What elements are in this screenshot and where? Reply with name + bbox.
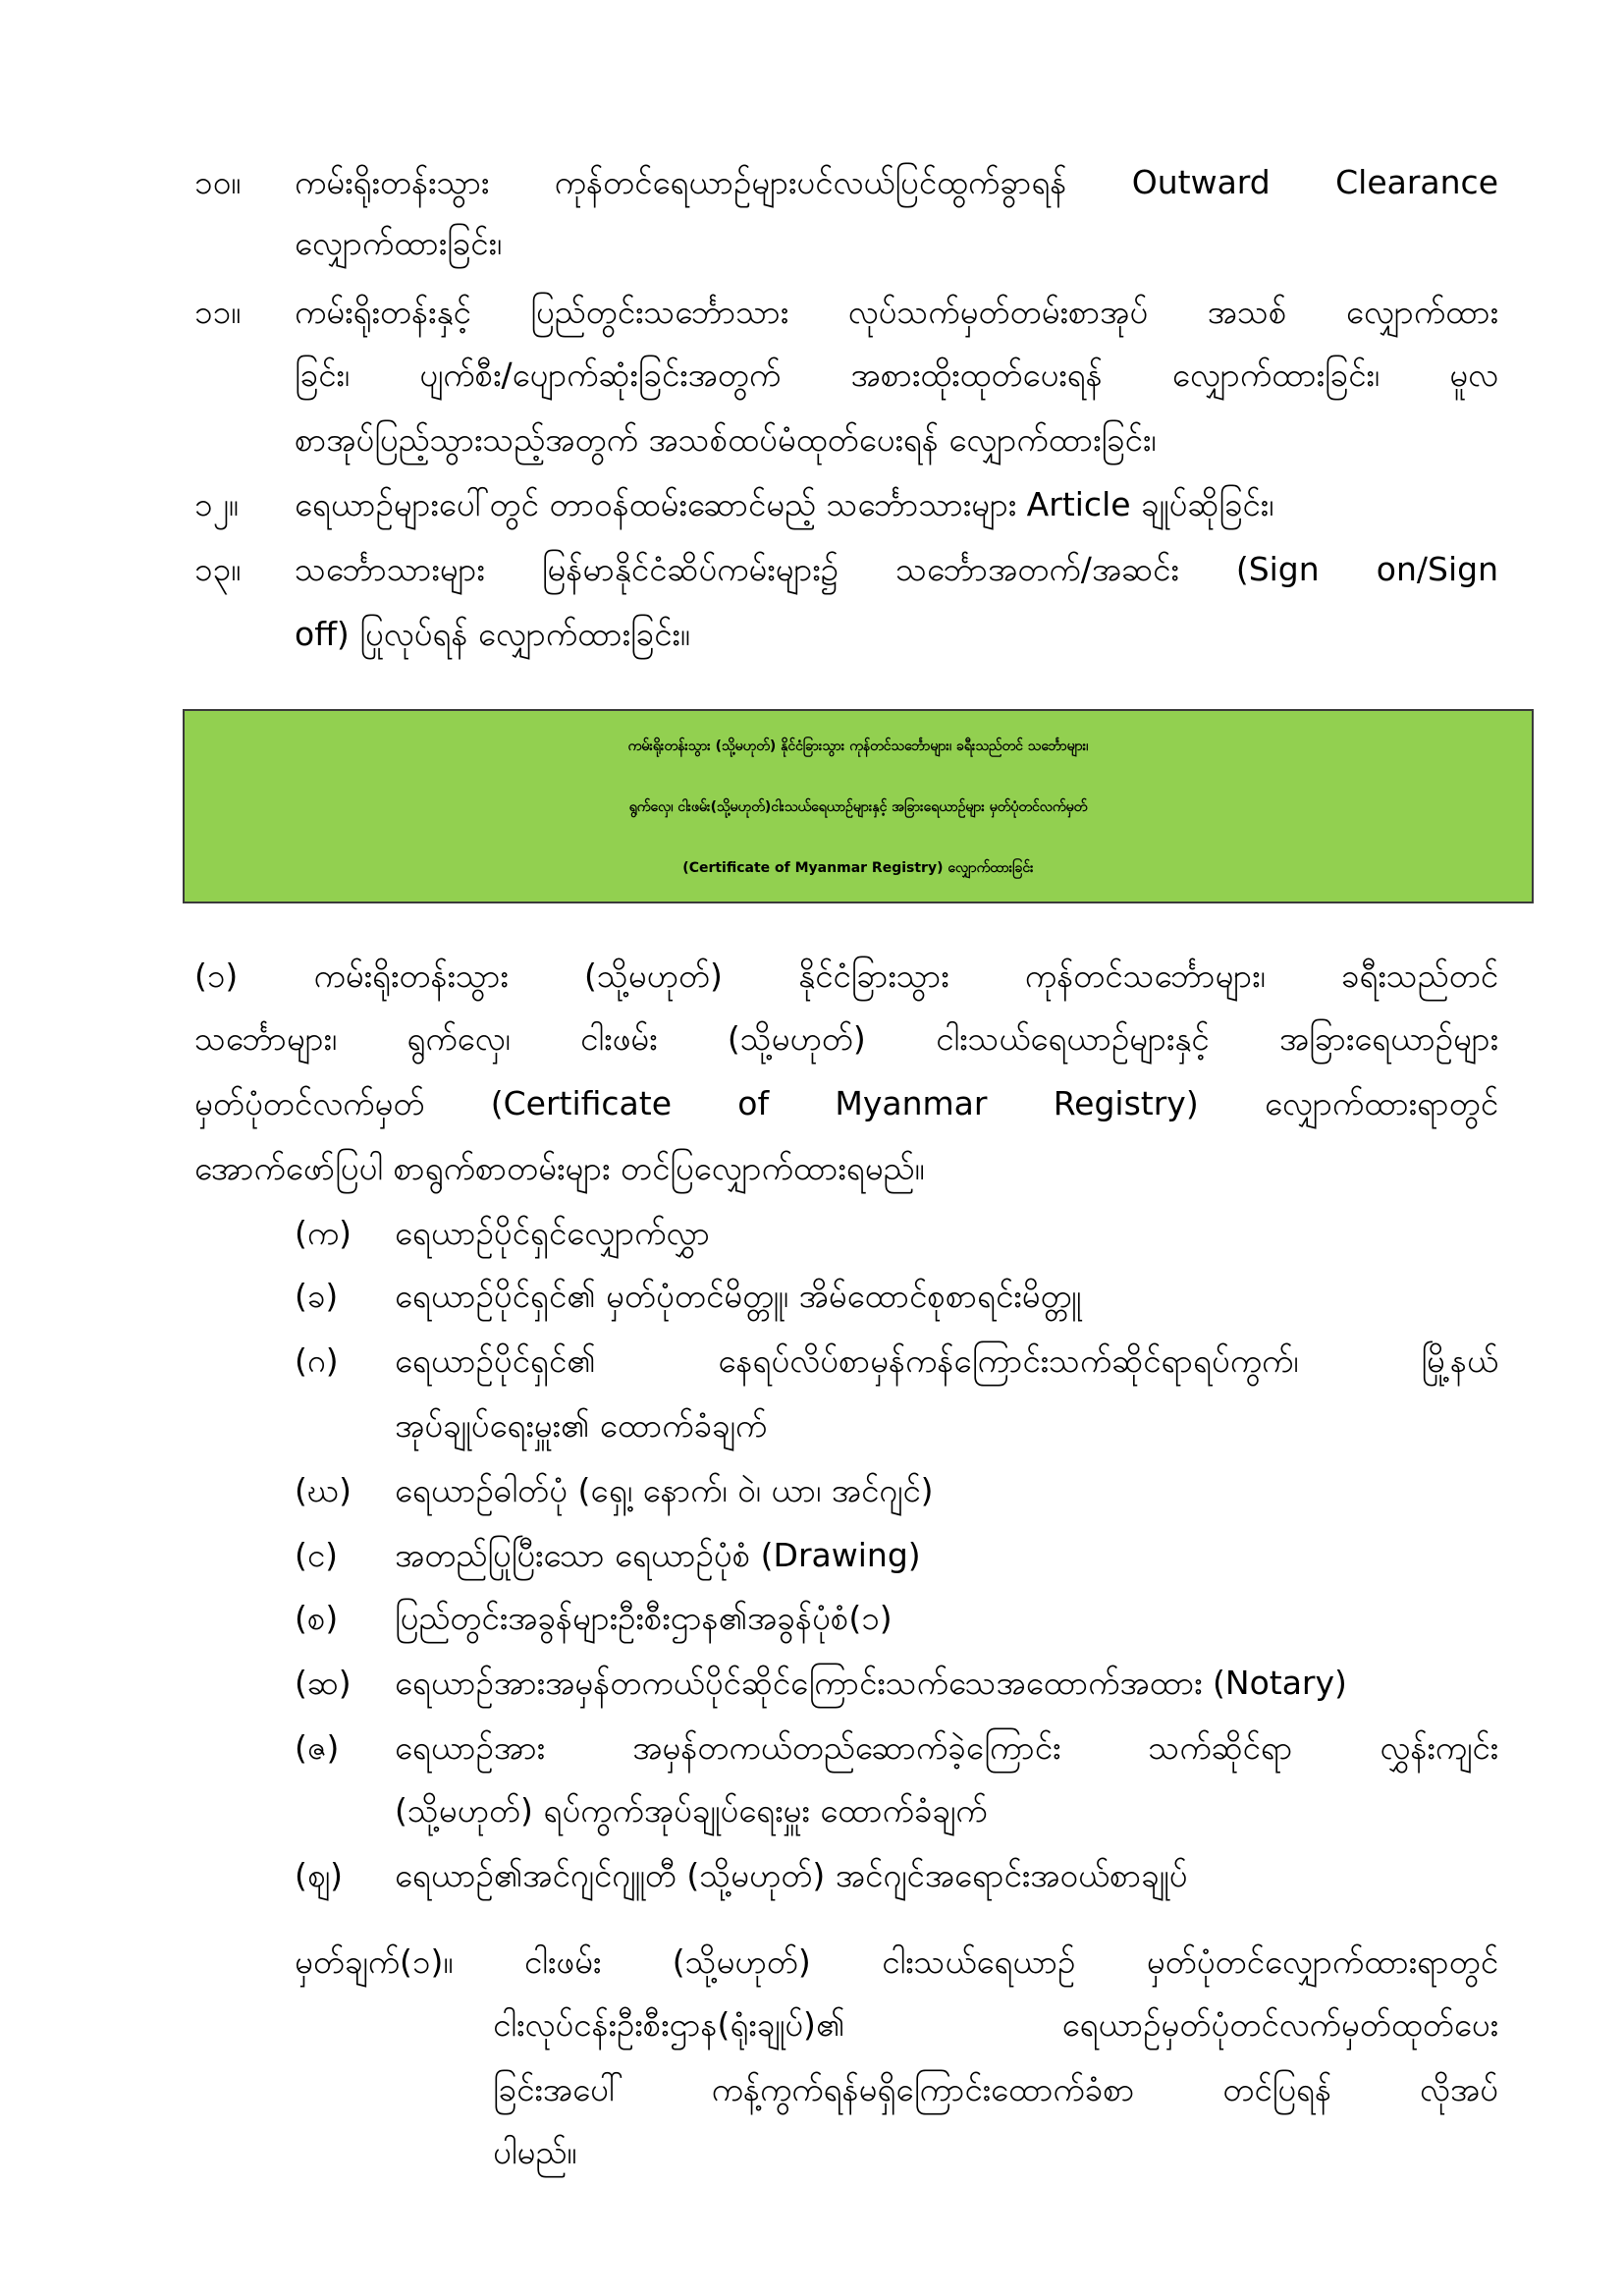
item-text-line: ရေယာဉ်ပိုင်ရှင်၏ မှတ်ပုံတင်မိတ္တူ၊ အိမ်ထောင်စုစာရင်းမိတ္တူ <box>395 1277 1082 1315</box>
item-label: (ခ) <box>295 1277 339 1315</box>
item-text-line: သင်္ဘောသားများ မြန်မာနိုင်ငံဆိပ်ကမ်းများ၌ သင်္ဘောအတက်/အဆင်း (Sign on/Sign <box>295 550 1498 588</box>
item-label: (ဆ) <box>295 1664 352 1702</box>
item-text-line: ရေယာဉ်ပိုင်ရှင်လျှောက်လွှာ <box>395 1214 710 1252</box>
item-text-line: စာအုပ်ပြည့်သွားသည့်အတွက် အသစ်ထပ်မံထုတ်ပေးရန် လျှောက်ထားခြင်း၊ <box>295 420 1157 459</box>
banner-line: ရွက်လှေ၊ ငါးဖမ်း(သို့မဟုတ်)ငါးသယ်ရေယာဉ်များနှင့် အခြားရေယာဉ်များ မှတ်ပုံတင်လက်မှတ် <box>628 799 1088 815</box>
section-heading-banner <box>183 709 1534 903</box>
note-line: မှတ်ချက်(၁)။ ငါးဖမ်း (သို့မဟုတ်) ငါးသယ်ရေယာဉ် မှတ်ပုံတင်လျှောက်ထားရာတွင် <box>295 1942 1498 1981</box>
item-text-line: ရေယာဉ်အား အမှန်တကယ်တည်ဆောက်ခဲ့ကြောင်း သက်ဆိုင်ရာ လွှန်းကျင်း <box>395 1728 1498 1767</box>
item-number: ၁၁။ <box>194 293 242 331</box>
banner-line: ကမ်းရိုးတန်းသွား (သို့မဟုတ်) နိုင်ငံခြားသွား ကုန်တင်သင်္ဘောများ၊ ခရီးသည်တင် သင်္ဘောများ၊ <box>627 738 1089 754</box>
item-text-line: (သို့မဟုတ်) ရပ်ကွက်အုပ်ချုပ်ရေးမှူး ထောက်ခံချက် <box>395 1791 988 1830</box>
item-text-line: ရေယာဉ်ဓါတ်ပုံ (ရှေ့၊ နောက်၊ ဝဲ၊ ယာ၊ အင်ဂျင်) <box>395 1471 934 1509</box>
item-text-line: အတည်ပြုပြီးသော ရေယာဉ်ပုံစံ (Drawing) <box>395 1536 921 1574</box>
item-number: ၁၀။ <box>194 163 242 201</box>
paragraph-line: (၁) ကမ်းရိုးတန်းသွား (သို့မဟုတ်) နိုင်ငံခြားသွား ကုန်တင်သင်္ဘောများ၊ ခရီးသည်တင် <box>194 957 1498 995</box>
item-text-line: ရေယာဉ်၏အင်ဂျင်ဂျူတီ (သို့မဟုတ်) အင်ဂျင်အရောင်းအဝယ်စာချုပ် <box>395 1856 1188 1894</box>
item-label: (ဈ) <box>295 1856 343 1894</box>
item-number: ၁၃။ <box>194 550 242 588</box>
item-number: ၁၂။ <box>194 485 239 523</box>
item-text-line: ရေယာဉ်အားအမှန်တကယ်ပိုင်ဆိုင်ကြောင်းသက်သေအထောက်အထား (Notary) <box>395 1664 1347 1702</box>
item-text-line: အုပ်ချုပ်ရေးမှူး၏ ထောက်ခံချက် <box>395 1406 768 1445</box>
item-label: (င) <box>295 1536 339 1574</box>
banner-line: (Certificate of Myanmar Registry) လျှောက်ထားခြင်း <box>682 860 1034 876</box>
item-text-line: ပြည်တွင်းအခွန်များဦးစီးဌာန၏အခွန်ပုံစံ(၁) <box>395 1599 893 1637</box>
item-text-line: ရေယာဉ်ပိုင်ရှင်၏ နေရပ်လိပ်စာမှန်ကန်ကြောင်းသက်ဆိုင်ရာရပ်ကွက်၊ မြို့နယ် <box>395 1341 1498 1380</box>
item-label: (ဃ) <box>295 1471 352 1509</box>
item-text-line: လျှောက်ထားခြင်း၊ <box>295 224 503 262</box>
note-line: ခြင်းအပေါ် ကန့်ကွက်ရန်မရှိကြောင်းထောက်ခံစာ တင်ပြရန် လိုအပ် <box>493 2070 1498 2108</box>
item-label: (ဇ) <box>295 1728 340 1767</box>
item-text-line: ရေယာဉ်များပေါ်တွင် တာဝန်ထမ်းဆောင်မည့် သင်္ဘောသားများ Article ချုပ်ဆိုခြင်း၊ <box>295 485 1274 523</box>
paragraph-line: အောက်ဖော်ပြပါ စာရွက်စာတမ်းများ တင်ပြလျှောက်ထားရမည်။ <box>194 1149 925 1187</box>
item-text-line: off) ပြုလုပ်ရန် လျှောက်ထားခြင်း။ <box>295 615 690 653</box>
note-line: ပါမည်။ <box>493 2133 577 2171</box>
paragraph-line: မှတ်ပုံတင်လက်မှတ် (Certificate of Myanmar Registry) လျှောက်ထားရာတွင် <box>194 1084 1498 1122</box>
item-text-line: ခြင်း၊ ပျက်စီး/ပျောက်ဆုံးခြင်းအတွက် အစားထိုးထုတ်ပေးရန် လျှောက်ထားခြင်း၊ မူလ <box>295 355 1498 394</box>
item-text-line: ကမ်းရိုးတန်းသွား ကုန်တင်ရေယာဉ်များပင်လယ်ပြင်ထွက်ခွာရန် Outward Clearance <box>295 163 1498 201</box>
item-label: (စ) <box>295 1599 339 1637</box>
item-label: (ဂ) <box>295 1341 339 1380</box>
paragraph-line: သင်္ဘောများ၊ ရွက်လှေ၊ ငါးဖမ်း (သို့မဟုတ်) ငါးသယ်ရေယာဉ်များနှင့် အခြားရေယာဉ်များ <box>194 1019 1498 1058</box>
item-label: (က) <box>295 1214 352 1252</box>
item-text-line: ကမ်းရိုးတန်းနှင့် ပြည်တွင်းသင်္ဘောသား လုပ်သက်မှတ်တမ်းစာအုပ် အသစ် လျှောက်ထား <box>295 293 1498 331</box>
note-line: ငါးလုပ်ငန်းဦးစီးဌာန(ရုံးချုပ်)၏ ရေယာဉ်မှတ်ပုံတင်လက်မှတ်ထုတ်ပေး <box>493 2005 1498 2044</box>
